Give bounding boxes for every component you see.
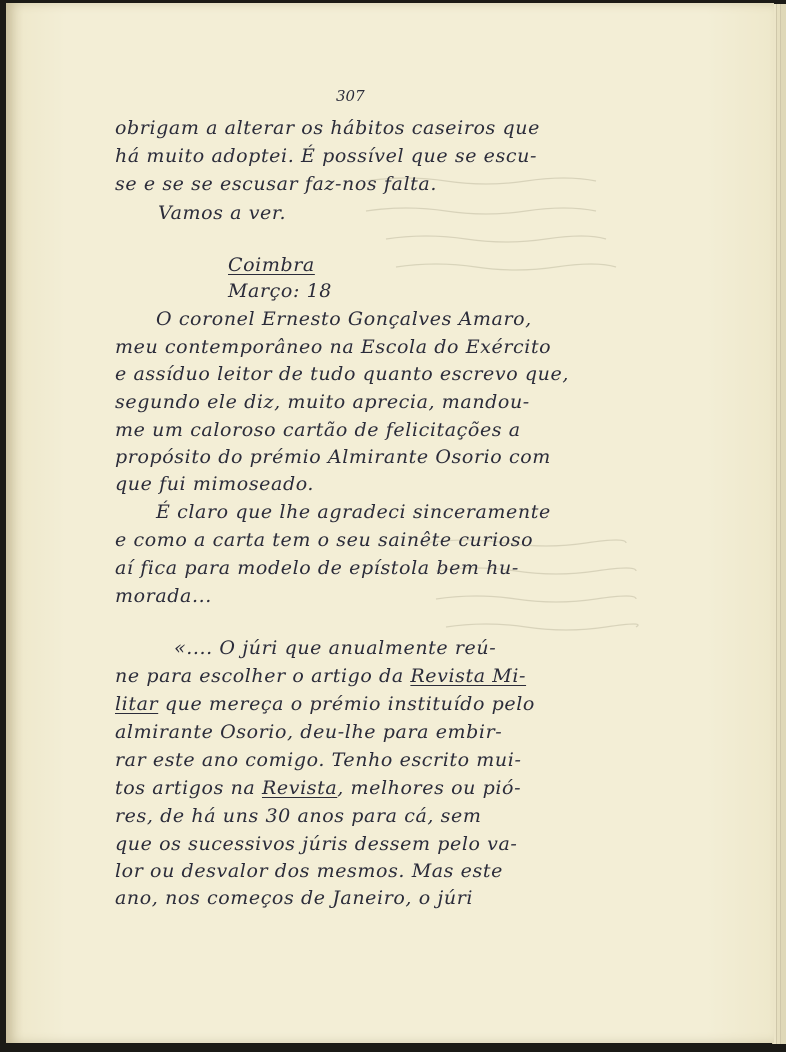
quote-line: lor ou desvalor dos mesmos. Mas este — [115, 860, 503, 882]
quote-line: «.... O júri que anualmente reú- — [174, 637, 497, 659]
quote-line: tos artigos na Revista, melhores ou pió- — [115, 777, 522, 799]
text-line: morada... — [115, 585, 212, 607]
quote-line: almirante Osorio, deu-lhe para embir- — [115, 721, 503, 743]
date-heading: Março: 18 — [228, 280, 332, 302]
page-stack-edge — [780, 4, 786, 1044]
text-line: me um caloroso cartão de felicitações a — [115, 419, 521, 441]
quote-line: rar este ano comigo. Tenho escrito mui- — [115, 749, 522, 771]
text-line: segundo ele diz, muito aprecia, mandou- — [115, 391, 530, 413]
text-line: meu contemporâneo na Escola do Exército — [115, 336, 552, 358]
quote-line: litar que mereça o prémio instituído pelo — [115, 693, 535, 715]
magazine-title: litar — [115, 693, 159, 715]
quote-line: res, de há uns 30 anos para cá, sem — [115, 805, 482, 827]
text-line: É claro que lhe agradeci sinceramente — [156, 501, 551, 523]
text-line: obrigam a alterar os hábitos caseiros que — [115, 117, 540, 139]
magazine-title: Revista Mi- — [410, 665, 527, 687]
text-line: e como a carta tem o seu sainête curioso — [115, 529, 534, 551]
text-line: há muito adoptei. É possível que se escu- — [115, 145, 537, 167]
quote-line: que os sucessivos júris dessem pelo va- — [115, 833, 518, 855]
page-number: 307 — [336, 87, 365, 105]
quote-line: ne para escolher o artigo da Revista Mi- — [115, 665, 527, 687]
manuscript-page — [6, 3, 774, 1043]
text-line: que fui mimoseado. — [115, 473, 315, 495]
text-line: e assíduo leitor de tudo quanto escrevo que, — [115, 363, 569, 385]
quote-line: ano, nos começos de Janeiro, o júri — [115, 887, 474, 909]
text-line: propósito do prémio Almirante Osorio com — [115, 446, 551, 468]
text-line: O coronel Ernesto Gonçalves Amaro, — [156, 308, 532, 330]
place-heading: Coimbra — [228, 254, 315, 276]
magazine-title: Revista — [261, 777, 338, 799]
text-line: aí fica para modelo de epístola bem hu- — [115, 557, 519, 579]
text-line: Vamos a ver. — [158, 202, 287, 224]
text-line: se e se se escusar faz-nos falta. — [115, 173, 437, 195]
